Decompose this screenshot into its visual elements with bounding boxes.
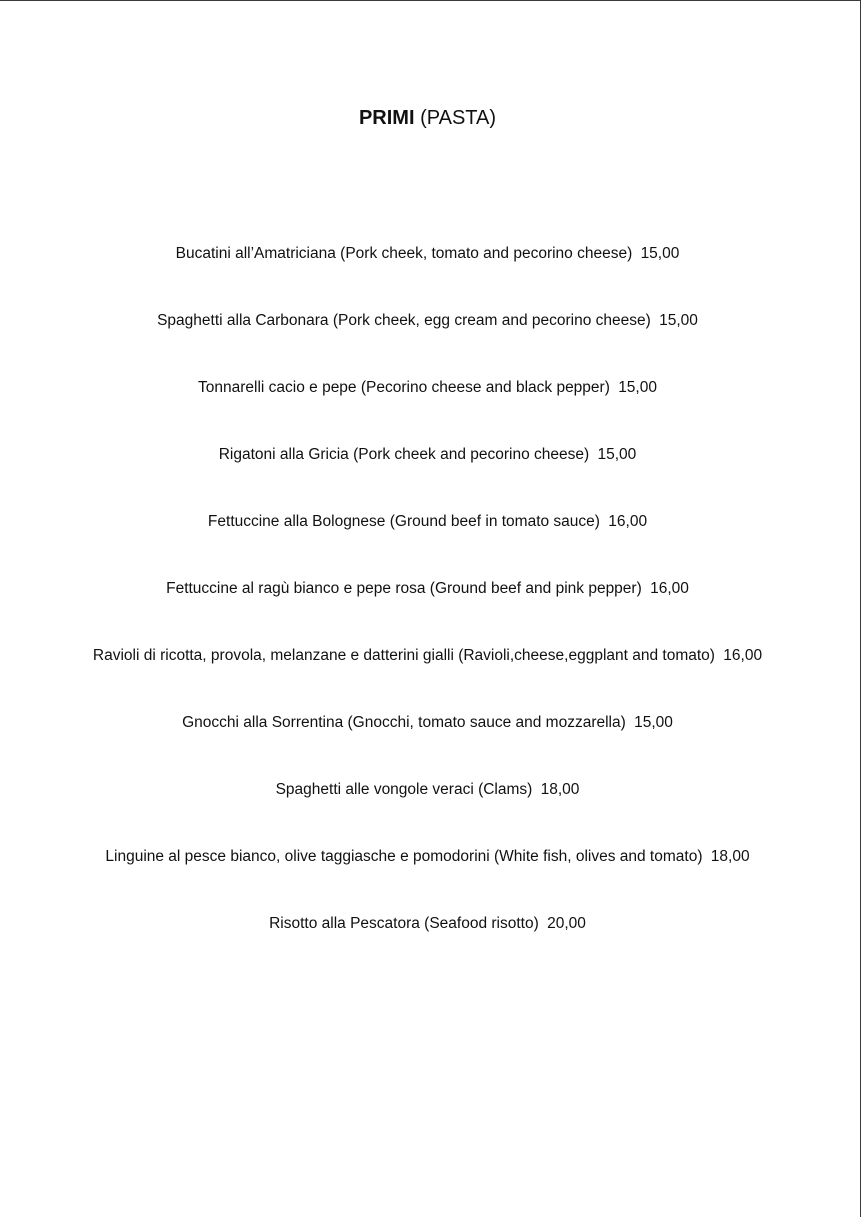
dish-name: Tonnarelli cacio e pepe (Pecorino cheese and black pepper) — [198, 379, 610, 396]
dish-price: 16,00 — [650, 580, 689, 597]
dish-name: Bucatini all’Amatriciana (Pork cheek, tomato and pecorino cheese) — [175, 245, 633, 262]
dish-price: 20,00 — [547, 915, 586, 932]
menu-item — [0, 444, 855, 511]
menu-item — [0, 578, 855, 645]
dish-name: Gnocchi alla Sorrentina (Gnocchi, tomato sauce and mozzarella) — [182, 714, 626, 731]
menu-item — [0, 243, 855, 310]
menu-item — [0, 377, 855, 444]
menu-list — [0, 243, 855, 980]
title-pasta: (PASTA) — [414, 107, 497, 129]
menu-item — [0, 511, 855, 578]
menu-item — [0, 846, 855, 913]
dish-name: Ravioli di ricotta, provola, melanzane e datterini gialli (Ravioli,cheese,eggplant and tomato) — [92, 647, 715, 664]
dish-price: 18,00 — [710, 848, 750, 865]
menu-item — [0, 645, 855, 712]
dish-name: Fettuccine al ragù bianco e pepe rosa (Ground beef and pink pepper) — [166, 580, 642, 597]
menu-item — [0, 712, 855, 779]
dish-price: 15,00 — [659, 312, 698, 329]
dish-name: Spaghetti alla Carbonara (Pork cheek, egg cream and pecorino cheese) — [157, 312, 651, 329]
menu-item — [0, 913, 855, 980]
dish-name: Fettuccine alla Bolognese (Ground beef in tomato sauce) — [207, 513, 600, 530]
dish-price: 15,00 — [618, 379, 657, 396]
dish-name: Risotto alla Pescatora (Seafood risotto) — [269, 915, 539, 932]
dish-price: 18,00 — [540, 781, 580, 798]
dish-name: Spaghetti alle vongole veraci (Clams) — [275, 781, 533, 798]
dish-name: Rigatoni alla Gricia (Pork cheek and pecorino cheese) — [218, 446, 590, 463]
title-primi: PRIMI — [358, 107, 415, 129]
dish-price: 15,00 — [634, 714, 673, 731]
dish-price: 15,00 — [640, 245, 680, 262]
menu-item — [0, 310, 855, 377]
dish-price: 16,00 — [723, 647, 763, 664]
dish-price: 15,00 — [597, 446, 637, 463]
menu-item — [0, 779, 855, 846]
dish-price: 16,00 — [608, 513, 648, 530]
dish-name: Linguine al pesce bianco, olive taggiasche e pomodorini (White fish, olives and tomato) — [105, 848, 703, 865]
page-title — [0, 105, 855, 131]
